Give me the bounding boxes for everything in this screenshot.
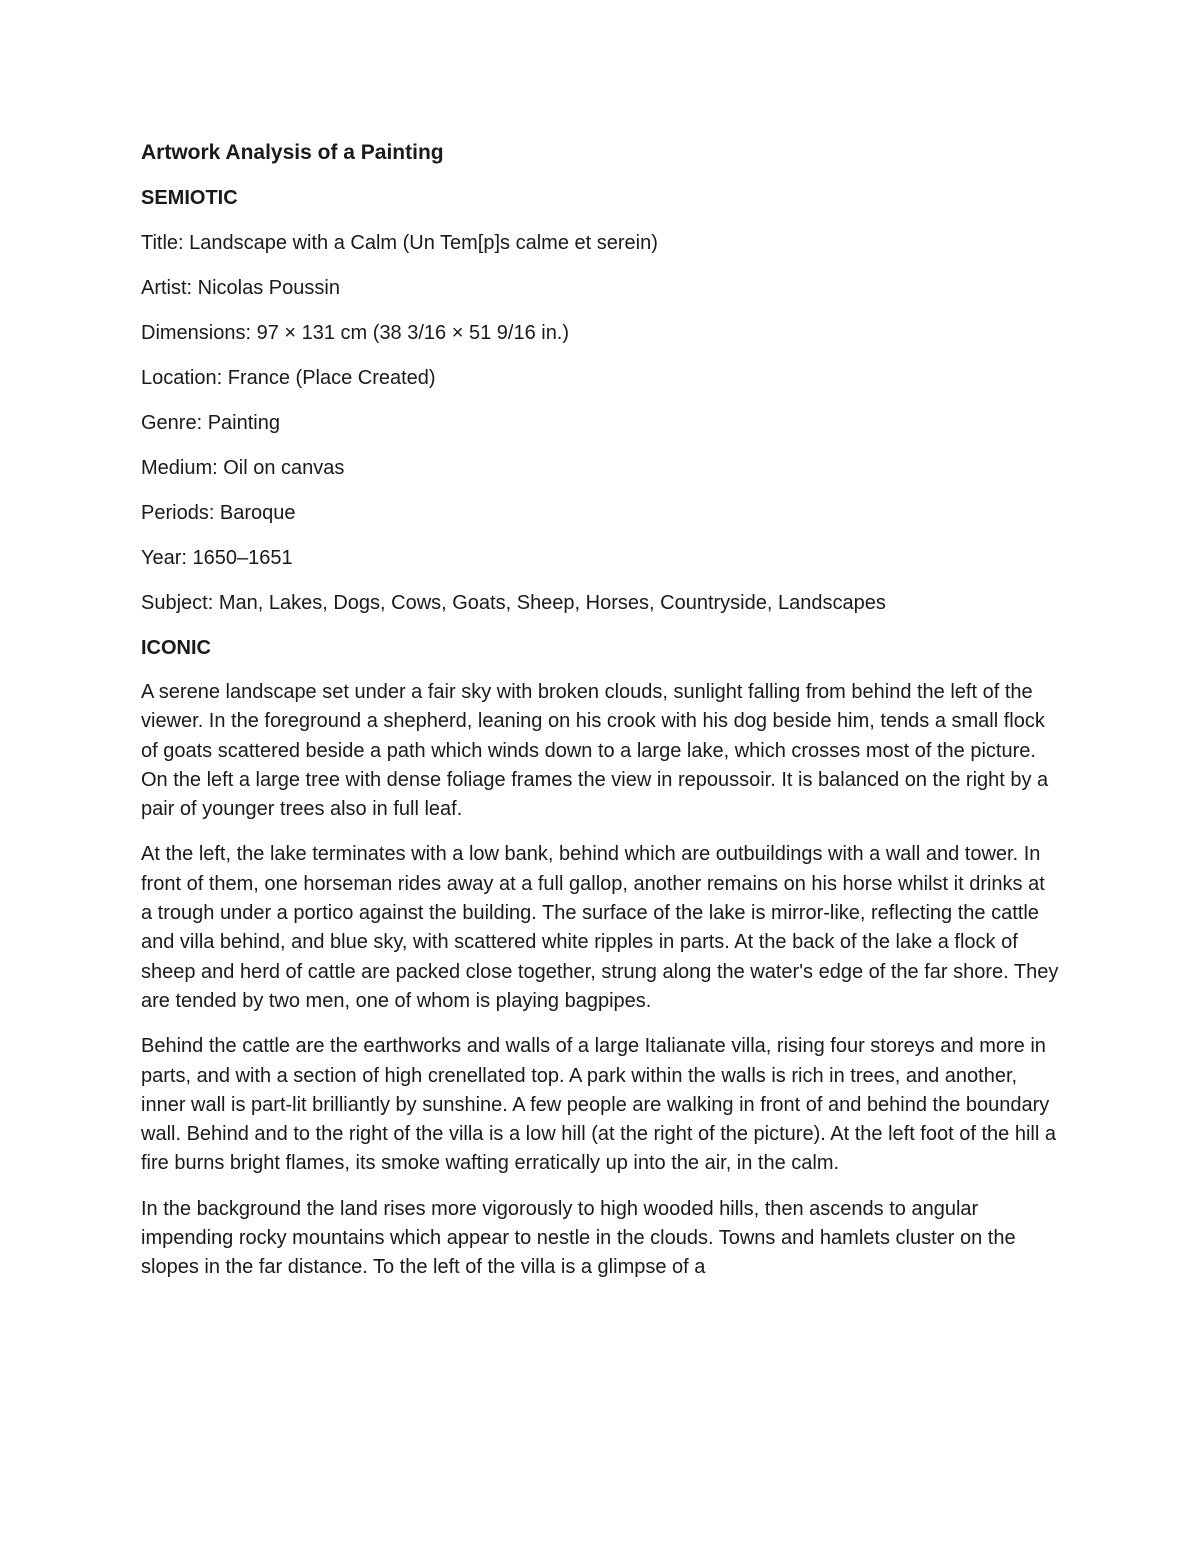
iconic-heading: ICONIC [141,637,211,659]
iconic-paragraph: Behind the cattle are the earthworks and walls of a large Italianate villa, rising four storeys and more in parts, and with a section of high crenellated top. A park within the walls is rich in trees, and another, inner wall is part-lit brilliantly by sunshine. A few people are walking in front of and behind the boundary wall. Behind and to the right of the villa is a low hill (at the right of the picture). At the left foot of the hill a fire burns bright flames, its smoke wafting erratically up into the air, in the calm. [141,1035,1056,1175]
meta-genre: Genre: Painting [141,412,280,434]
meta-periods: Periods: Baroque [141,502,296,524]
document-title: Artwork Analysis of a Painting [141,141,444,164]
meta-location: Location: France (Place Created) [141,367,436,389]
meta-artist: Artist: Nicolas Poussin [141,277,340,299]
meta-year: Year: 1650–1651 [141,547,293,569]
iconic-paragraph: In the background the land rises more vigorously to high wooded hills, then ascends to angular impending rocky mountains which appear to nestle in the clouds. Towns and hamlets cluster on the slopes in the far distance. To the left of the villa is a glimpse of a [141,1197,1016,1279]
meta-title: Title: Landscape with a Calm (Un Tem[p]s calme et serein) [141,232,658,254]
meta-medium: Medium: Oil on canvas [141,457,345,479]
iconic-paragraph: At the left, the lake terminates with a low bank, behind which are outbuildings with a wall and tower. In front of them, one horseman rides away at a full gallop, another remains on his horse whilst it drinks at a trough under a portico against the building. The surface of the lake is mirror-like, reflecting the cattle and villa behind, and blue sky, with scattered white ripples in parts. At the back of the lake a flock of sheep and herd of cattle are packed close together, strung along the water's edge of the far shore. They are tended by two men, one of whom is playing bagpipes. [141,843,1059,1012]
document-page [141,138,1061,1299]
meta-dimensions: Dimensions: 97 × 131 cm (38 3/16 × 51 9/16 in.) [141,322,570,344]
meta-subject: Subject: Man, Lakes, Dogs, Cows, Goats, Sheep, Horses, Countryside, Landscapes [141,592,886,614]
iconic-paragraph: A serene landscape set under a fair sky with broken clouds, sunlight falling from behind the left of the viewer. In the foreground a shepherd, leaning on his crook with his dog beside him, tends a small flock of goats scattered beside a path which winds down to a large lake, which crosses most of the picture. On the left a large tree with dense foliage frames the view in repoussoir. It is balanced on the right by a pair of younger trees also in full leaf. [141,681,1049,821]
semiotic-heading: SEMIOTIC [141,187,238,209]
